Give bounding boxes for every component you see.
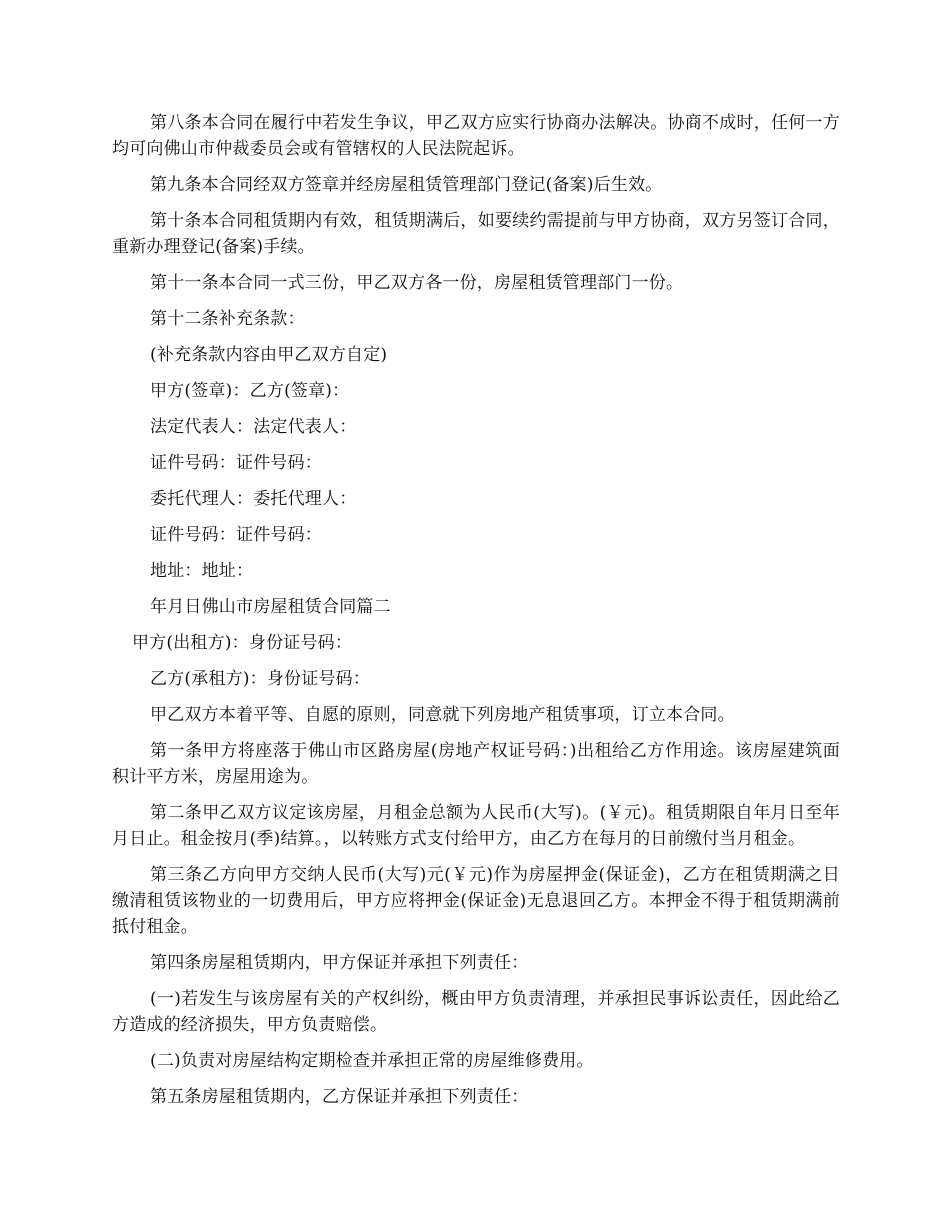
paragraph-supplement-note: (补充条款内容由甲乙双方自定) (150, 345, 388, 365)
paragraph-preamble: 甲乙双方本着平等、自愿的原则，同意就下列房地产租赁事项，订立本合同。 (150, 705, 735, 725)
paragraph-article-12: 第十二条补充条款： (150, 309, 305, 329)
paragraph-article-5: 第五条房屋租赁期内，乙方保证并承担下列责任： (150, 1087, 529, 1107)
document-body (112, 110, 840, 1120)
paragraph-article-4-item-1: (一)若发生与该房屋有关的产权纠纷，概由甲方负责清理，并承担民事诉讼责任，因此给乙方造成的经济损失，甲方负责赔偿。 (112, 989, 840, 1035)
paragraph-article-11: 第十一条本合同一式三份，甲乙双方各一份，房屋租赁管理部门一份。 (150, 273, 684, 293)
paragraph-article-1: 第一条甲方将座落于佛山市区路房屋(房地产权证号码：)出租给乙方作用途。该房屋建筑面积计平方米，房屋用途为。 (112, 741, 840, 787)
paragraph-article-4: 第四条房屋租赁期内，甲方保证并承担下列责任： (150, 953, 529, 973)
paragraph-article-8: 第八条本合同在履行中若发生争议，甲乙双方应实行协商办法解决。协商不成时，任何一方均可向佛山市仲裁委员会或有管辖权的人民法院起诉。 (112, 113, 840, 159)
paragraph-article-4-item-2: (二)负责对房屋结构定期检查并承担正常的房屋维修费用。 (150, 1051, 594, 1071)
signature-line-parties: 甲方(签章)：乙方(签章)： (150, 381, 350, 401)
signature-line-legal-rep: 法定代表人：法定代表人： (150, 417, 357, 437)
party-b-line: 乙方(承租方)：身份证号码： (150, 669, 371, 689)
party-a-line: 甲方(出租方)：身份证号码： (132, 633, 353, 653)
signature-line-id-number: 证件号码：证件号码： (150, 453, 322, 473)
paragraph-article-3: 第三条乙方向甲方交纳人民币(大写)元(￥元)作为房屋押金(保证金)，乙方在租赁期满之日缴清租赁该物业的一切费用后，甲方应将押金(保证金)无息退回乙方。本押金不得于租赁期满前抵付租金。 (112, 865, 840, 937)
paragraph-article-9: 第九条本合同经双方签章并经房屋租赁管理部门登记(备案)后生效。 (150, 175, 663, 195)
paragraph-article-2: 第二条甲乙双方议定该房屋，月租金总额为人民币(大写)。(￥元)。租赁期限自年月日至年月日止。租金按月(季)结算。，以转账方式支付给甲方，由乙方在每月的日前缴付当月租金。 (112, 803, 840, 849)
signature-line-address: 地址：地址： (150, 561, 254, 581)
signature-line-agent-id: 证件号码：证件号码： (150, 525, 322, 545)
paragraph-article-10: 第十条本合同租赁期内有效，租赁期满后，如要续约需提前与甲方协商，双方另签订合同，重新办理登记(备案)手续。 (112, 211, 840, 257)
section-heading-part-two: 年月日佛山市房屋租赁合同篇二 (150, 597, 391, 617)
signature-line-agent: 委托代理人：委托代理人： (150, 489, 357, 509)
